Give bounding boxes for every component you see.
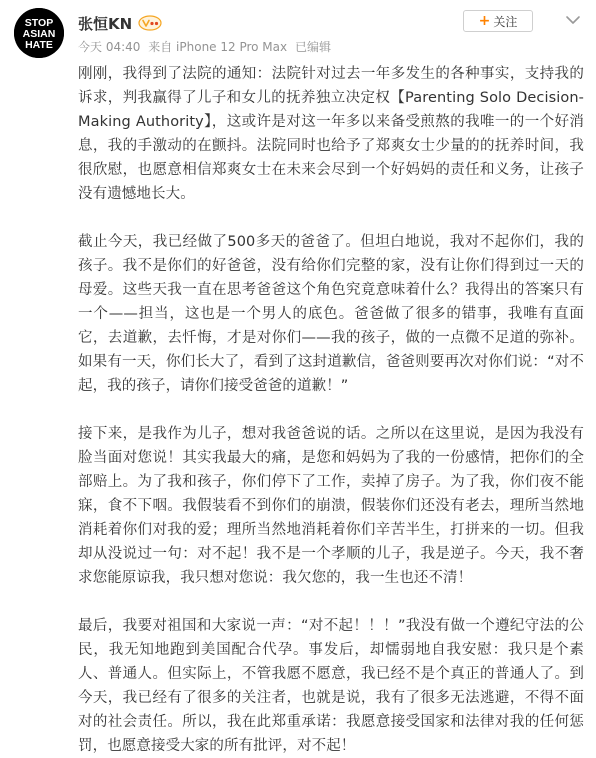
post-paragraph-3: 接下来，是我作为儿子，想对我爸爸说的话。之所以在这里说，是因为我没有脸当面对您说！其实我最大的痛，是您和妈妈为了我的一份感情，把你们的全部赔上。为了我和孩子，你们停下了工作，卖掉了房子。为了我，你们夜不能寐，食不下咽。我假装看不到你们的崩溃，假装你们还没有老去，理所当然地消耗着你们对我的爱；理所当然地消耗着你们辛苦半生，打拼来的一切。但我却从没说过一句：对不起！我不是一个孝顺的儿子，我是逆子。今天，我不奢求您能原谅我，我只想对您说：我欠您的，我一生也还不清！ [78, 426, 584, 586]
avatar-line-2: ASIAN [22, 28, 56, 40]
avatar-line-1: STOP [24, 17, 54, 29]
name-row [78, 12, 162, 34]
chevron-down-icon[interactable] [562, 10, 584, 30]
edited-label[interactable]: 已编辑 [294, 40, 331, 54]
post-paragraph-2: 截止今天，我已经做了500多天的爸爸了。但坦白地说，我对不起你们，我的孩子。我不是你们的好爸爸，没有给你们完整的家，没有让你们得到过一天的母爱。这些天我一直在思考爸爸这个角色究竟意味着什么？我得出的答案只有一个——担当，这也是一个男人的底色。爸爸做了很多的错事，我唯有直面它，去道歉，去忏悔，才是对你们——我的孩子，做的一点微不足道的弥补。如果有一天，你们长大了，看到了这封道歉信，爸爸则要再次对你们说：“对不起，我的孩子，请你们接受爸爸的道歉！” [78, 234, 584, 394]
post-meta [78, 38, 335, 55]
avatar[interactable] [14, 8, 64, 58]
post-content [78, 62, 584, 758]
plus-icon: + [478, 13, 491, 29]
vip-badge-icon[interactable] [138, 15, 162, 31]
username[interactable]: 张恒KN [78, 14, 133, 33]
post-paragraph-4: 最后，我要对祖国和大家说一声：“对不起！！！”我没有做一个遵纪守法的公民，我无知地跑到美国配合代孕。事发后，却懦弱地自我安慰：我只是个素人、普通人。但实际上，不管我愿不愿意，我已经不是个真正的普通人了。到今天，我已经有了很多的关注者，也就是说，我有了很多无法逃避，不得不面对的社会责任。所以，我在此郑重承诺：我愿意接受国家和法律对我的任何惩罚，也愿意接受大家的所有批评，对不起！ [78, 618, 584, 754]
follow-button[interactable] [463, 10, 533, 32]
post-source: 来自 iPhone 12 Pro Max [148, 40, 288, 54]
stop-asian-hate-logo [14, 8, 64, 58]
avatar-line-3: HATE [25, 39, 53, 51]
post-time[interactable]: 今天 04:40 [78, 40, 141, 54]
follow-label: 关注 [493, 14, 518, 29]
post-paragraph-1: 刚刚，我得到了法院的通知：法院针对过去一年多发生的各种事实，支持我的诉求，判我赢得了儿子和女儿的抚养独立决定权【Parenting Solo Decision-Making Authority】，这或许是对这一年多以来备受煎熬的我唯一的一个好消息，我的手激动的在颤抖。法院同时也给予了郑爽女士少量的的抚养时间，我很欣慰，也愿意相信郑爽女士在未来会尽到一个好妈妈的责任和义务，让孩子没有遗憾地长大。 [78, 66, 584, 202]
